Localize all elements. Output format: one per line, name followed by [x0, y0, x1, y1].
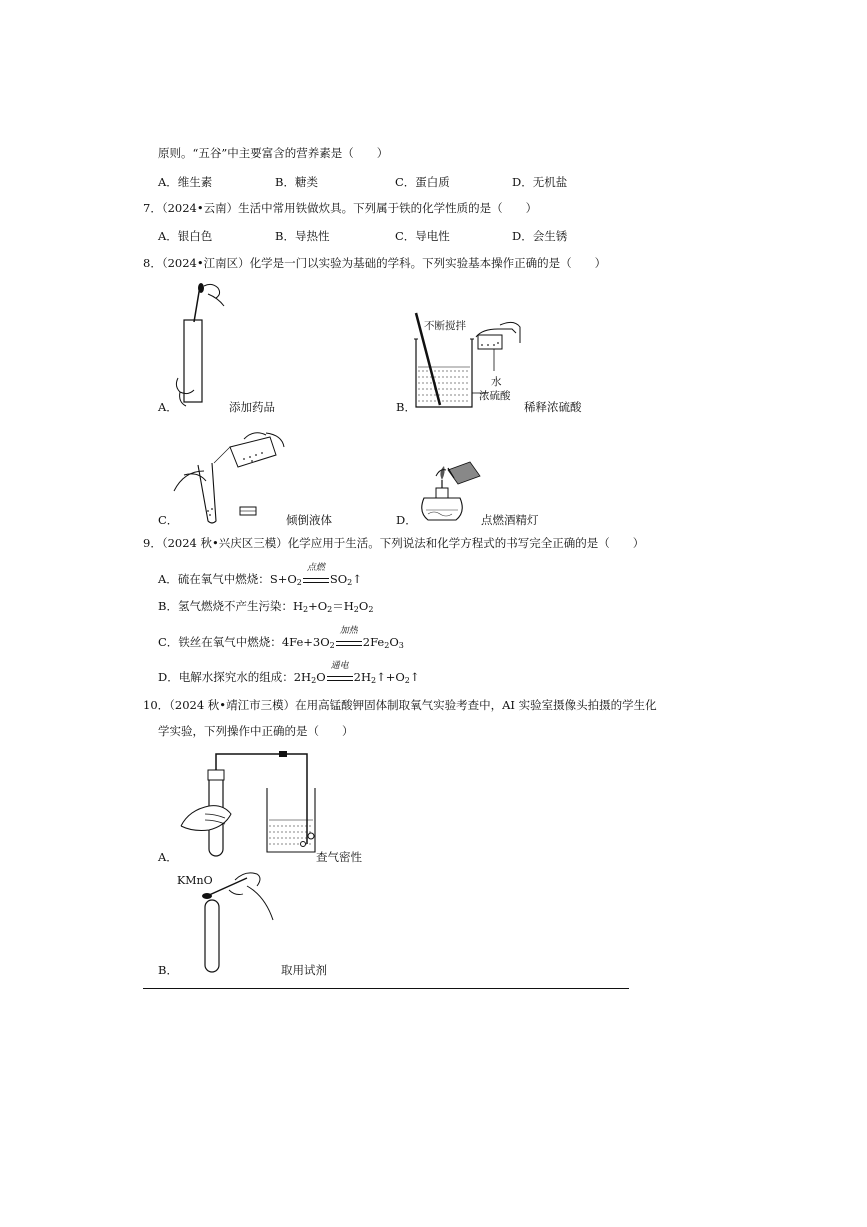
q8-option-b-letter: B． [396, 400, 416, 414]
q9-option-a-text: 硫在氧气中燃烧： [177, 572, 270, 586]
q9-option-d: D．电解水探究水的组成：$2H_2O$ 通电 $2H_2↑+O_2↑$ [158, 661, 420, 685]
q7-option-a: A．银白色 [158, 229, 213, 243]
q9-option-d-letter: D． [158, 670, 179, 684]
q9-c-condition-sign [336, 626, 362, 646]
q7-option-b: B．导热性 [275, 229, 330, 243]
q6-option-a: A．维生素 [158, 175, 213, 189]
q9-option-a: A．硫在氧气中燃烧：$S+O_2$ 点燃 $SO_2↑$ [158, 563, 362, 587]
q10-b-label: KMnO [177, 874, 213, 887]
q10-option-a-caption: 查气密性 [316, 850, 362, 864]
q10-stem-line1: 10．（2024 秋•靖江市三模）在用高锰酸钾固体制取氧气实验考查中，AI 实验室摄像头拍摄的学生化 [143, 698, 657, 712]
q8-b-label-stir: 不断搅拌 [424, 320, 466, 332]
q9-d-condition: 通电 [330, 661, 349, 671]
q8-option-c-caption: 倾倒液体 [286, 513, 332, 527]
q6-option-c: C．蛋白质 [395, 175, 450, 189]
q7-option-d: D．会生锈 [512, 229, 568, 243]
q9-option-c-letter: C． [158, 635, 179, 649]
q9-option-c: C．铁丝在氧气中燃烧：$4Fe+3O_2$ 加热 $2Fe_2O_3$ [158, 626, 404, 650]
q10-figure-a-airtightness [175, 748, 325, 860]
q7-stem: 7．（2024•云南）生活中常用铁做炊具。下列属于铁的化学性质的是（ ） [143, 201, 538, 215]
q8-option-d-caption: 点燃酒精灯 [481, 513, 539, 527]
q9-option-b-letter: B． [158, 599, 178, 613]
q10-option-b-letter: B． [158, 963, 178, 977]
q6-option-b: B．糖类 [275, 175, 318, 189]
q8-option-c-letter: C． [158, 513, 179, 527]
q8-option-d-letter: D． [396, 513, 417, 527]
q10-option-a-letter: A． [158, 850, 178, 864]
q6-stem-tail: 原则。“五谷”中主要富含的营养素是（ ） [158, 146, 389, 160]
q10-stem-line2: 学实验，下列操作中正确的是（ ） [158, 724, 354, 738]
q10-option-b-caption: 取用试剂 [281, 963, 327, 977]
q9-option-a-letter: A． [158, 572, 178, 586]
q9-option-b-text: 氢气燃烧不产生污染： [177, 599, 293, 613]
q9-option-b: B．氢气燃烧不产生污染：$H_2+O_2=H_2O_2$ [158, 599, 374, 614]
q8-figure-d-alcohol-lamp [414, 458, 486, 526]
q8-b-label-water: 水 [491, 376, 502, 388]
q9-d-condition-sign [327, 661, 353, 681]
q8-figure-c-pouring [172, 425, 290, 525]
q8-option-b-caption: 稀释浓硫酸 [524, 400, 582, 414]
q8-stem: 8．（2024•江南区）化学是一门以实验为基础的学科。下列实验基本操作正确的是（ ） [143, 256, 607, 270]
q9-option-d-text: 电解水探究水的组成： [178, 670, 294, 684]
q9-a-condition-sign [303, 563, 329, 583]
q6-option-d: D．无机盐 [512, 175, 568, 189]
q8-option-a-caption: 添加药品 [229, 400, 275, 414]
page-divider [143, 988, 629, 989]
q9-c-condition: 加热 [339, 626, 358, 636]
q8-option-a-letter: A． [158, 400, 178, 414]
q9-option-c-text: 铁丝在氧气中燃烧： [178, 635, 282, 649]
q7-option-c: C．导电性 [395, 229, 450, 243]
q9-a-condition: 点燃 [306, 563, 325, 573]
q9-stem: 9．（2024 秋•兴庆区三模）化学应用于生活。下列说法和化学方程式的书写完全正确的是（ ） [143, 536, 645, 550]
q8-b-label-acid: 浓硫酸 [479, 390, 511, 402]
q8-figure-a-dropper [170, 280, 240, 410]
